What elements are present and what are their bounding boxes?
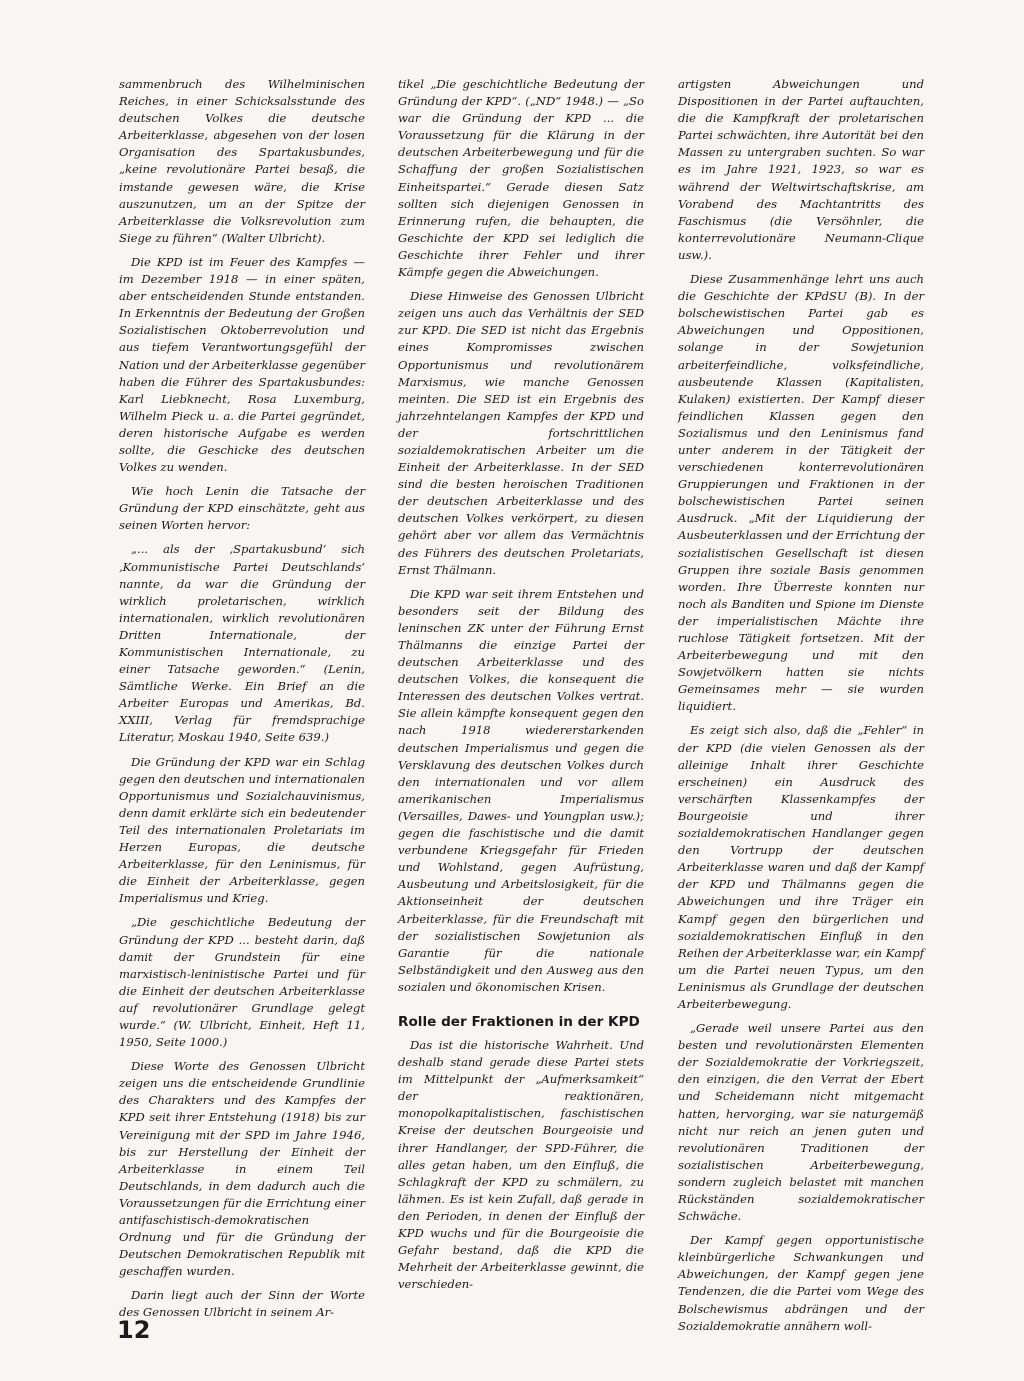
paragraph: Die KPD ist im Feuer des Kampfes — im Dezember 1918 — in einer späten, aber entscheidenden Stunde entstanden. In Erkenntnis der Bedeutung der Großen Sozialistischen Oktoberrevolution und aus tiefem Verantwortungsgefühl der Nation und der Arbeiterklasse gegenüber haben die Führer des Spartakusbundes: Karl Liebknecht, Rosa Luxemburg, Wilhelm Pieck u. a. die Partei gegründet, deren historische Aufgabe es werden sollte, die Geschicke des deutschen Volkes zu wenden. [119, 254, 365, 475]
paragraph: Die KPD war seit ihrem Entstehen und besonders seit der Bildung des leninschen ZK unter der Führung Ernst Thälmanns die einzige Partei der deutschen Arbeiterklasse und des deutschen Volkes, die konsequent die Interessen des deutschen Volkes vertrat. Sie allein kämpfte konsequent gegen den nach 1918 wiedererstarkenden deutschen Imperialismus und gegen die Versklavung des deutschen Volkes durch den internationalen und vor allem amerikanischen Imperialismus (Versailles, Dawes- und Youngplan usw.); gegen die faschistische und die damit verbundene Kriegsgefahr für Frieden und Wohlstand, gegen Aufrüstung, Ausbeutung und Arbeitslosigkeit, für die Aktionseinheit der deutschen Arbeiterklasse, für die Freundschaft mit der sozialistischen Sowjetunion als Garantie für die nationale Selbständigkeit und den Ausweg aus den sozialen und ökonomischen Krisen. [398, 586, 644, 994]
paragraph: tikel „Die geschichtliche Bedeutung der Gründung der KPD“. („ND“ 1948.) — „So war die Gründung der KPD ... die Voraussetzung für die Klärung in der deutschen Arbeiterbewegung und für die Schaffung der großen Sozialistischen Einheitspartei.“ Gerade diesen Satz sollten sich diejenigen Genossen in Erinnerung rufen, die behaupten, die Geschichte der KPD sei lediglich die Geschichte ihrer Fehler und ihrer Kämpfe gegen die Abweichungen. [398, 77, 644, 280]
paragraph: Darin liegt auch der Sinn der Worte des Genossen Ulbricht in seinem Ar- [119, 1288, 365, 1320]
text-column-1 [119, 76, 365, 1329]
quote-paragraph: „Gerade weil unsere Partei aus den besten und revolutionärsten Elementen der Sozialdemokratie der Vorkriegszeit, den einzigen, die den Verrat der Ebert und Scheidemann nicht mitgemacht hatten, hervorging, war sie naturgemäß nicht nur reich an jenen guten und revolutionären Traditionen der sozialistischen Arbeiterbewegung, sondern zugleich belastet mit manchen Rückständen sozialdemokratischer Schwäche. [678, 1021, 924, 1224]
paragraph: artigsten Abweichungen und Dispositionen in der Partei auftauchten, die die Kampfkraft der proletarischen Partei schwächten, ihre Autorität bei den Massen zu untergraben suchten. So war es im Jahre 1921, 1923, so war es während der Weltwirtschaftskrise, am Vorabend des Machtantritts des Faschismus (die Versöhnler, die konterrevolutionäre Neumann-Clique usw.). [678, 77, 924, 262]
section-heading: Rolle der Fraktionen in der KPD [398, 1013, 640, 1030]
paragraph: sammenbruch des Wilhelminischen Reiches, in einer Schicksalsstunde des deutschen Volkes die deutsche Arbeiterklasse, abgesehen von der losen Organisation des Spartakusbundes, „keine revolutionäre Partei besaß, die imstande gewesen wäre, die Krise auszunutzen, um an der Spitze der Arbeiterklasse die Volksrevolution zum Siege zu führen“ (Walter Ulbricht). [119, 77, 365, 245]
quote-paragraph: „... als der ‚Spartakusbund‘ sich ‚Kommunistische Partei Deutschlands‘ nannte, da war die Gründung der wirklich proletarischen, wirklich internationalen, wirklich revolutionären Dritten Internationale, der Kommunistischen Internationale, zu einer Tatsache geworden.“ (Lenin, Sämtliche Werke. Ein Brief an die Arbeiter Europas und Amerikas, Bd. XXIII, Verlag für fremdsprachige Literatur, Moskau 1940, Seite 639.) [119, 542, 365, 745]
paragraph: Der Kampf gegen opportunistische kleinbürgerliche Schwankungen und Abweichungen, der Kampf gegen jene Tendenzen, die die Partei vom Wege des Bolschewismus abdrängen und der Sozialdemokratie annähern woll- [678, 1233, 924, 1333]
paragraph: Es zeigt sich also, daß die „Fehler“ in der KPD (die vielen Genossen als der alleinige Inhalt ihrer Geschichte erscheinen) ein Ausdruck des verschärften Klassenkampfes der Bourgeoisie und ihrer sozialdemokratischen Handlanger gegen den Vortrupp der deutschen Arbeiterklasse waren und daß der Kampf der KPD und Thälmanns gegen die Abweichungen und ihre Träger ein Kampf gegen den bürgerlichen und sozialdemokratischen Einfluß in den Reihen der Arbeiterklasse war, ein Kampf um die Partei neuen Typus, um den Leninismus als Grundlage der deutschen Arbeiterbewegung. [678, 723, 924, 1011]
paragraph: Diese Hinweise des Genossen Ulbricht zeigen uns auch das Verhältnis der SED zur KPD. Die SED ist nicht das Ergebnis eines Kompromisses zwischen Opportunismus und revolutionärem Marxismus, wie manche Genossen meinten. Die SED ist ein Ergebnis des jahrzehntelangen Kampfes der KPD und der fortschrittlichen sozialdemokratischen Arbeiter um die Einheit der Arbeiterklasse. In der SED sind die besten heroischen Traditionen der deutschen Arbeiterklasse und des deutschen Volkes verkörpert, zu diesen gehört aber vor allem das Vermächtnis des Führers des deutschen Proletariats, Ernst Thälmann. [398, 289, 644, 577]
quote-paragraph: „Die geschichtliche Bedeutung der Gründung der KPD ... besteht darin, daß damit der Grundstein für eine marxistisch-leninistische Partei und für die Einheit der deutschen Arbeiterklasse auf revolutionärer Grundlage gelegt wurde.“ (W. Ulbricht, Einheit, Heft 11, 1950, Seite 1000.) [119, 915, 365, 1050]
paragraph: Die Gründung der KPD war ein Schlag gegen den deutschen und internationalen Opportunismus und Sozialchauvinismus, denn damit erklärte sich ein bedeutender Teil des internationalen Proletariats im Herzen Europas, die deutsche Arbeiterklasse, für den Leninismus, für die Einheit der Arbeiterklasse, gegen Imperialismus und Krieg. [119, 754, 365, 906]
paragraph: Diese Zusammenhänge lehrt uns auch die Geschichte der KPdSU (B). In der bolschewistischen Partei gab es Abweichungen und Oppositionen, solange in der Sowjetunion arbeiterfeindliche, volksfeindliche, ausbeutende Klassen (Kapitalisten, Kulaken) existierten. Der Kampf dieser feindlichen Klassen gegen den Sozialismus und den Leninismus fand unter anderem in der Tätigkeit der verschiedenen konterrevolutionären Gruppierungen und Fraktionen in der bolschewistischen Partei seinen Ausdruck. „Mit der Liquidierung der Ausbeuterklassen und der Errichtung der sozialistischen Gesellschaft ist diesen Gruppen ihre soziale Basis genommen worden. Ihre Überreste konnten nur noch als Banditen und Spione im Dienste der imperialistischen Mächte ihre ruchlose Tätigkeit fortsetzen. Mit der Arbeiterbewegung und mit den Sowjetvölkern hatten sie nichts Gemeinsames mehr — sie wurden liquidiert. [678, 272, 924, 714]
page-number: 12 [117, 1316, 151, 1344]
paragraph: Diese Worte des Genossen Ulbricht zeigen uns die entscheidende Grundlinie des Charakters und des Kampfes der KPD seit ihrer Entstehung (1918) bis zur Vereinigung mit der SPD im Jahre 1946, bis zur Herstellung der Einheit der Arbeiterklasse in einem Teil Deutschlands, in dem dadurch auch die Voraussetzungen für die Errichtung einer antifaschistisch-demokratischen Ordnung und für die Gründung der Deutschen Demokratischen Republik mit geschaffen wurden. [119, 1059, 365, 1279]
paragraph: Wie hoch Lenin die Tatsache der Gründung der KPD einschätzte, geht aus seinen Worten hervor: [119, 484, 365, 533]
paragraph: Das ist die historische Wahrheit. Und deshalb stand gerade diese Partei stets im Mittelpunkt der „Aufmerksamkeit“ der reaktionären, monopolkapitalistischen, faschistischen Kreise der deutschen Bourgeoisie und ihrer Handlanger, der SPD-Führer, die alles getan haben, um den Einfluß, die Schlagkraft der KPD zu schmälern, zu lähmen. Es ist kein Zufall, daß gerade in den Perioden, in denen der Einfluß der KPD wuchs und für die Bourgeoisie die Gefahr bestand, daß die KPD die Mehrheit der Arbeiterklasse gewinnt, die verschieden- [398, 1037, 644, 1292]
text-column-2 [398, 76, 644, 1300]
text-column-3 [678, 76, 924, 1342]
